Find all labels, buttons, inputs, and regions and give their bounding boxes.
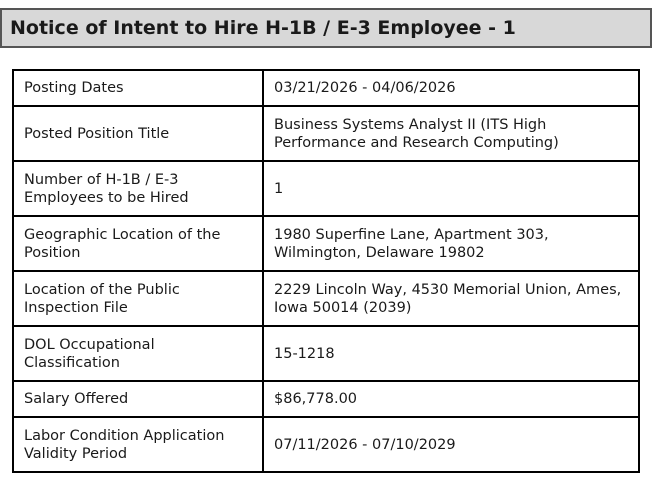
row-label: Labor Condition Application Validity Period [13, 417, 263, 472]
row-value: 03/21/2026 - 04/06/2026 [263, 70, 639, 106]
table-row-posting-dates [13, 70, 639, 106]
row-label: Geographic Location of the Position [13, 216, 263, 271]
notice-table [12, 69, 640, 473]
row-value: $86,778.00 [263, 381, 639, 417]
row-label: Salary Offered [13, 381, 263, 417]
row-value: 1980 Superfine Lane, Apartment 303, Wilmington, Delaware 19802 [263, 216, 639, 271]
row-value: 1 [263, 161, 639, 216]
row-label: Number of H-1B / E-3 Employees to be Hired [13, 161, 263, 216]
row-value: 2229 Lincoln Way, 4530 Memorial Union, Ames, Iowa 50014 (2039) [263, 271, 639, 326]
row-value: 15-1218 [263, 326, 639, 381]
page-title: Notice of Intent to Hire H-1B / E-3 Employee - 1 [10, 17, 516, 39]
table-row-salary [13, 381, 639, 417]
table-row-occupational-classification [13, 326, 639, 381]
table-row-employee-count [13, 161, 639, 216]
row-label: DOL Occupational Classification [13, 326, 263, 381]
row-label: Location of the Public Inspection File [13, 271, 263, 326]
table-row-validity-period [13, 417, 639, 472]
table-row-inspection-file [13, 271, 639, 326]
row-value: Business Systems Analyst II (ITS High Performance and Research Computing) [263, 106, 639, 161]
row-label: Posting Dates [13, 70, 263, 106]
table-row-geographic-location [13, 216, 639, 271]
row-label: Posted Position Title [13, 106, 263, 161]
row-value: 07/11/2026 - 07/10/2029 [263, 417, 639, 472]
page-header [0, 8, 652, 48]
table-row-position-title [13, 106, 639, 161]
